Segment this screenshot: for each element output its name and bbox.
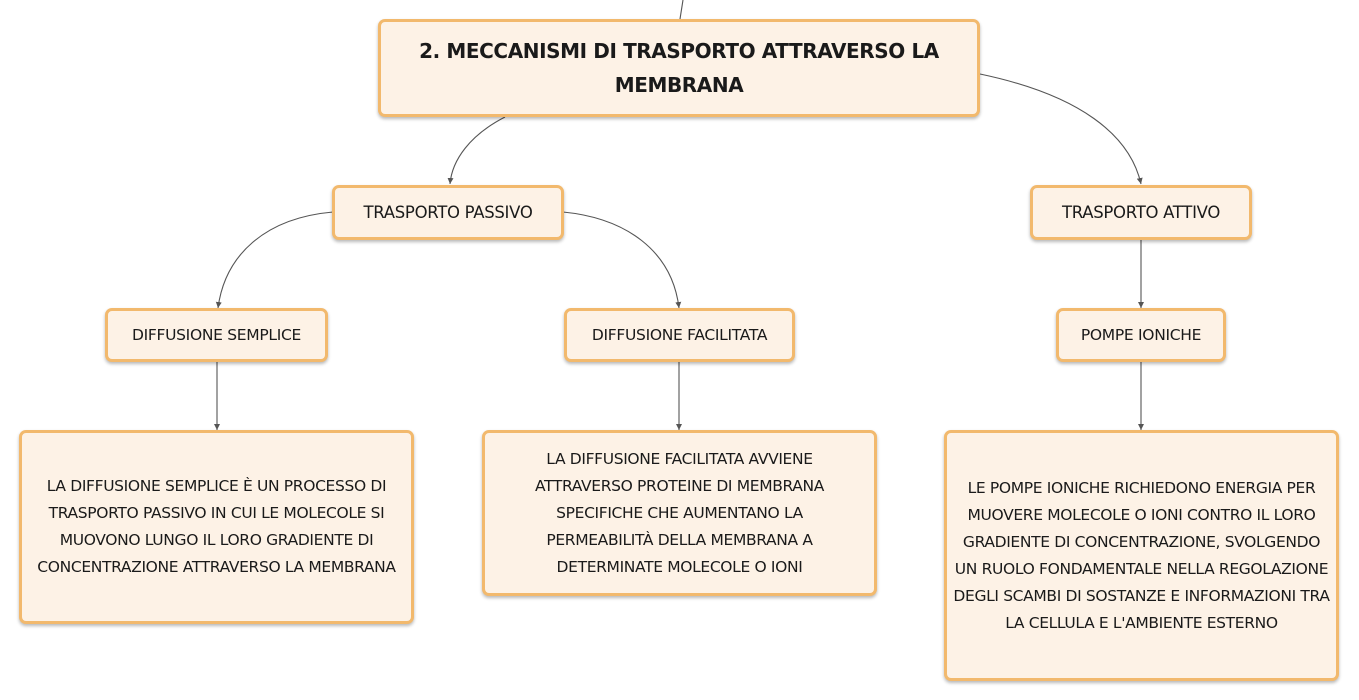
connector-root-to-active	[980, 74, 1141, 184]
facilitated-diffusion-label: DIFFUSIONE FACILITATA	[591, 326, 768, 344]
ion-pumps-description: LE POMPE IONICHE RICHIEDONO ENERGIA PER MUOVERE MOLECOLE O IONI CONTRO IL LORO GRADIENTE DI CONCENTRAZIONE, SVOLGENDO UN RUOLO FONDAMENTALE NELLA REGOLAZIONE DEGLI SCAMBI DI SOSTANZE E INFORMAZIONI TRA LA CELLULA E L'AMBIENTE ESTERNO	[953, 478, 1330, 632]
facilitated-diffusion-node[interactable]	[564, 308, 795, 362]
passive-transport-label: TRASPORTO PASSIVO	[363, 203, 533, 222]
connector-root-to-passive	[450, 117, 505, 184]
ion-pumps-label: POMPE IONICHE	[1080, 326, 1202, 344]
simple-diffusion-label: DIFFUSIONE SEMPLICE	[131, 326, 302, 344]
passive-transport-node[interactable]	[332, 185, 564, 240]
facilitated-diffusion-description-node[interactable]	[482, 430, 877, 596]
simple-diffusion-description: LA DIFFUSIONE SEMPLICE È UN PROCESSO DI TRASPORTO PASSIVO IN CUI LE MOLECOLE SI MUOVONO LUNGO IL LORO GRADIENTE DI CONCENTRAZIONE ATTRAVERSO LA MEMBRANA	[37, 477, 396, 576]
active-transport-node[interactable]	[1030, 185, 1252, 240]
simple-diffusion-description-node[interactable]	[19, 430, 414, 624]
root-topic-label: 2. MECCANISMI DI TRASPORTO ATTRAVERSO LA MEMBRANA	[419, 39, 939, 97]
simple-diffusion-node[interactable]	[105, 308, 328, 362]
facilitated-diffusion-description: LA DIFFUSIONE FACILITATA AVVIENE ATTRAVERSO PROTEINE DI MEMBRANA SPECIFICHE CHE AUMENTANO LA PERMEABILITÀ DELLA MEMBRANA A DETERMINATE MOLECOLE O IONI	[534, 449, 825, 576]
connector-incoming	[680, 0, 683, 19]
connector-passive-to-simple	[218, 212, 333, 308]
connector-passive-to-facilitated	[563, 212, 679, 308]
root-topic-node[interactable]	[378, 19, 980, 117]
ion-pumps-node[interactable]	[1056, 308, 1226, 362]
active-transport-label: TRASPORTO ATTIVO	[1061, 203, 1221, 222]
ion-pumps-description-node[interactable]	[944, 430, 1339, 681]
